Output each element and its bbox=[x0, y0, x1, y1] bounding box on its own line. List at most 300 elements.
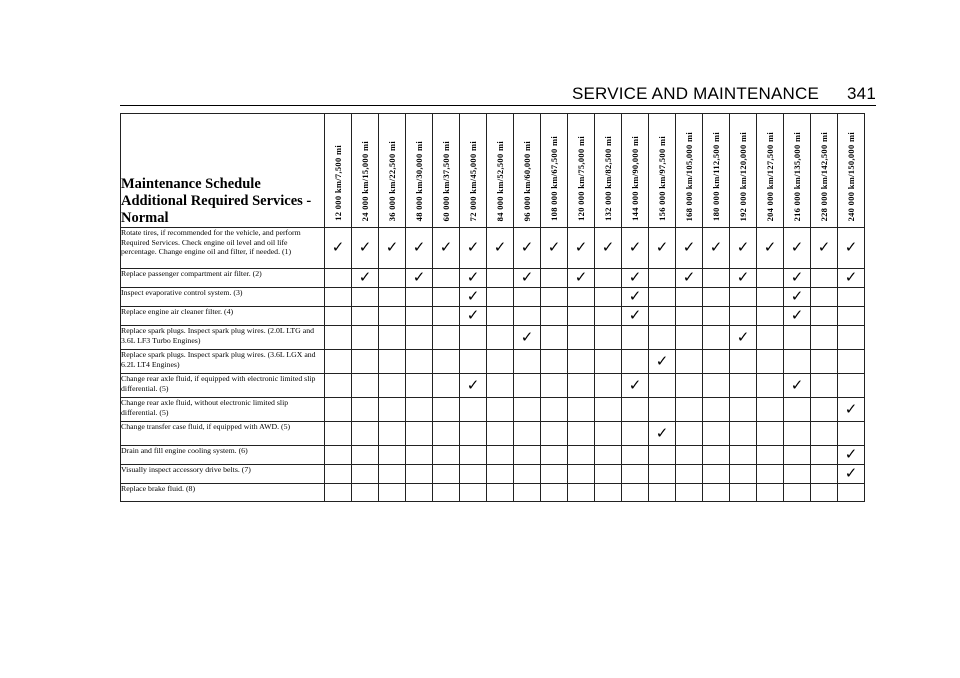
schedule-cell bbox=[649, 484, 676, 502]
schedule-cell bbox=[514, 446, 541, 465]
schedule-cell bbox=[622, 446, 649, 465]
schedule-cell bbox=[784, 288, 811, 307]
schedule-cell bbox=[325, 326, 352, 350]
checkmark-icon: ✓ bbox=[763, 238, 777, 256]
header-rule bbox=[120, 105, 876, 106]
schedule-cell bbox=[730, 398, 757, 422]
interval-header-label: 24 000 km/15,000 mi bbox=[360, 140, 370, 221]
interval-header-label: 60 000 km/37,500 mi bbox=[441, 140, 451, 221]
interval-header bbox=[730, 114, 757, 228]
service-label: Change rear axle fluid, without electronic limited slip differential. (5) bbox=[121, 398, 325, 422]
checkmark-icon: ✓ bbox=[574, 238, 588, 256]
schedule-cell bbox=[757, 484, 784, 502]
schedule-cell bbox=[433, 326, 460, 350]
schedule-cell bbox=[406, 398, 433, 422]
schedule-cell bbox=[595, 350, 622, 374]
table-row bbox=[121, 307, 865, 326]
interval-header-label: 96 000 km/60,000 mi bbox=[522, 140, 532, 221]
schedule-cell bbox=[784, 374, 811, 398]
checkmark-icon: ✓ bbox=[466, 268, 480, 286]
checkmark-icon: ✓ bbox=[709, 238, 723, 256]
schedule-cell bbox=[676, 307, 703, 326]
table-row bbox=[121, 374, 865, 398]
schedule-cell bbox=[568, 398, 595, 422]
schedule-cell bbox=[487, 228, 514, 269]
schedule-cell bbox=[784, 465, 811, 484]
schedule-cell bbox=[514, 374, 541, 398]
schedule-cell bbox=[352, 422, 379, 446]
interval-header-label: 156 000 km/97,500 mi bbox=[657, 136, 667, 221]
checkmark-icon: ✓ bbox=[790, 306, 804, 324]
table-title bbox=[121, 114, 325, 228]
schedule-cell bbox=[541, 288, 568, 307]
checkmark-icon: ✓ bbox=[520, 268, 534, 286]
interval-header-label: 132 000 km/82,500 mi bbox=[603, 136, 613, 221]
schedule-cell bbox=[676, 374, 703, 398]
schedule-cell bbox=[541, 307, 568, 326]
schedule-cell bbox=[622, 307, 649, 326]
schedule-cell bbox=[676, 446, 703, 465]
schedule-cell bbox=[649, 374, 676, 398]
interval-header-label: 168 000 km/105,000 mi bbox=[684, 131, 694, 221]
table-row bbox=[121, 484, 865, 502]
schedule-cell bbox=[406, 269, 433, 288]
schedule-cell bbox=[433, 269, 460, 288]
schedule-cell bbox=[487, 446, 514, 465]
service-label: Replace passenger compartment air filter. (2) bbox=[121, 269, 325, 288]
interval-header-label: 84 000 km/52,500 mi bbox=[495, 140, 505, 221]
checkmark-icon: ✓ bbox=[412, 238, 426, 256]
schedule-cell bbox=[757, 350, 784, 374]
page-header bbox=[120, 82, 876, 106]
schedule-cell bbox=[811, 350, 838, 374]
checkmark-icon: ✓ bbox=[682, 268, 696, 286]
schedule-cell bbox=[487, 374, 514, 398]
schedule-cell bbox=[568, 374, 595, 398]
section-title: SERVICE AND MAINTENANCE bbox=[571, 84, 820, 103]
schedule-cell bbox=[325, 269, 352, 288]
checkmark-icon: ✓ bbox=[844, 268, 858, 286]
schedule-cell bbox=[460, 484, 487, 502]
schedule-cell bbox=[379, 465, 406, 484]
schedule-cell bbox=[379, 288, 406, 307]
schedule-cell bbox=[433, 228, 460, 269]
schedule-cell bbox=[838, 326, 865, 350]
checkmark-icon: ✓ bbox=[628, 238, 642, 256]
schedule-cell bbox=[784, 350, 811, 374]
schedule-cell bbox=[487, 422, 514, 446]
schedule-cell bbox=[838, 307, 865, 326]
service-label: Change rear axle fluid, if equipped with electronic limited slip differential. (5) bbox=[121, 374, 325, 398]
schedule-cell bbox=[811, 288, 838, 307]
schedule-cell bbox=[460, 307, 487, 326]
schedule-cell bbox=[514, 288, 541, 307]
schedule-cell bbox=[811, 484, 838, 502]
schedule-cell bbox=[541, 465, 568, 484]
schedule-cell bbox=[595, 398, 622, 422]
table-row bbox=[121, 422, 865, 446]
schedule-cell bbox=[514, 398, 541, 422]
checkmark-icon: ✓ bbox=[385, 238, 399, 256]
schedule-cell bbox=[730, 465, 757, 484]
schedule-cell bbox=[568, 350, 595, 374]
schedule-cell bbox=[433, 398, 460, 422]
interval-header-label: 36 000 km/22,500 mi bbox=[387, 140, 397, 221]
schedule-cell bbox=[703, 422, 730, 446]
schedule-cell bbox=[487, 465, 514, 484]
schedule-cell bbox=[568, 228, 595, 269]
checkmark-icon: ✓ bbox=[844, 464, 858, 482]
schedule-cell bbox=[730, 484, 757, 502]
schedule-cell bbox=[541, 422, 568, 446]
table-body bbox=[121, 228, 865, 502]
interval-header-label: 240 000 km/150,000 mi bbox=[846, 131, 856, 221]
interval-header-label: 144 000 km/90,000 mi bbox=[630, 136, 640, 221]
schedule-cell bbox=[568, 288, 595, 307]
checkmark-icon: ✓ bbox=[736, 327, 750, 346]
schedule-cell bbox=[460, 269, 487, 288]
schedule-cell bbox=[622, 465, 649, 484]
schedule-cell bbox=[838, 398, 865, 422]
schedule-cell bbox=[649, 465, 676, 484]
interval-header-label: 120 000 km/75,000 mi bbox=[576, 136, 586, 221]
schedule-cell bbox=[325, 422, 352, 446]
checkmark-icon: ✓ bbox=[736, 238, 750, 256]
service-label: Change transfer case fluid, if equipped with AWD. (5) bbox=[121, 422, 325, 446]
interval-header bbox=[487, 114, 514, 228]
checkmark-icon: ✓ bbox=[790, 375, 804, 394]
checkmark-icon: ✓ bbox=[628, 375, 642, 394]
schedule-cell bbox=[595, 484, 622, 502]
table-title-line-2: Additional Required Services - bbox=[121, 193, 312, 209]
schedule-cell bbox=[811, 326, 838, 350]
checkmark-icon: ✓ bbox=[439, 238, 453, 256]
interval-header bbox=[568, 114, 595, 228]
schedule-cell bbox=[406, 484, 433, 502]
schedule-cell bbox=[568, 465, 595, 484]
schedule-cell bbox=[703, 326, 730, 350]
schedule-cell bbox=[568, 446, 595, 465]
schedule-cell bbox=[325, 350, 352, 374]
schedule-cell bbox=[811, 307, 838, 326]
schedule-cell bbox=[568, 326, 595, 350]
schedule-cell bbox=[730, 446, 757, 465]
schedule-cell bbox=[541, 374, 568, 398]
schedule-cell bbox=[838, 269, 865, 288]
schedule-cell bbox=[460, 398, 487, 422]
schedule-cell bbox=[433, 350, 460, 374]
checkmark-icon: ✓ bbox=[628, 287, 642, 305]
schedule-cell bbox=[595, 269, 622, 288]
schedule-cell bbox=[379, 374, 406, 398]
schedule-cell bbox=[649, 398, 676, 422]
schedule-cell bbox=[433, 374, 460, 398]
schedule-cell bbox=[379, 484, 406, 502]
checkmark-icon: ✓ bbox=[601, 238, 615, 256]
checkmark-icon: ✓ bbox=[790, 238, 804, 256]
schedule-cell bbox=[514, 465, 541, 484]
schedule-cell bbox=[352, 398, 379, 422]
interval-header-label: 12 000 km/7,500 mi bbox=[333, 145, 343, 221]
interval-header bbox=[757, 114, 784, 228]
schedule-cell bbox=[649, 288, 676, 307]
interval-header-label: 228 000 km/142,500 mi bbox=[819, 131, 829, 221]
schedule-cell bbox=[352, 484, 379, 502]
schedule-cell bbox=[784, 228, 811, 269]
schedule-cell bbox=[703, 484, 730, 502]
schedule-cell bbox=[838, 465, 865, 484]
schedule-cell bbox=[406, 288, 433, 307]
checkmark-icon: ✓ bbox=[358, 238, 372, 256]
schedule-cell bbox=[514, 484, 541, 502]
schedule-cell bbox=[460, 422, 487, 446]
schedule-cell bbox=[379, 307, 406, 326]
checkmark-icon: ✓ bbox=[655, 423, 669, 442]
schedule-cell bbox=[676, 422, 703, 446]
schedule-cell bbox=[406, 326, 433, 350]
schedule-cell bbox=[703, 269, 730, 288]
schedule-cell bbox=[433, 307, 460, 326]
schedule-cell bbox=[595, 228, 622, 269]
schedule-cell bbox=[325, 446, 352, 465]
schedule-cell bbox=[838, 228, 865, 269]
maintenance-schedule-table bbox=[120, 113, 865, 502]
schedule-cell bbox=[703, 398, 730, 422]
schedule-cell bbox=[352, 374, 379, 398]
schedule-cell bbox=[730, 269, 757, 288]
schedule-cell bbox=[622, 269, 649, 288]
checkmark-icon: ✓ bbox=[844, 399, 858, 418]
interval-header bbox=[352, 114, 379, 228]
table-title-line-1: Maintenance Schedule bbox=[121, 176, 261, 192]
interval-header-label: 48 000 km/30,000 mi bbox=[414, 140, 424, 221]
schedule-cell bbox=[325, 484, 352, 502]
schedule-cell bbox=[757, 398, 784, 422]
schedule-cell bbox=[487, 398, 514, 422]
schedule-cell bbox=[595, 307, 622, 326]
interval-header-label: 204 000 km/127,500 mi bbox=[765, 131, 775, 221]
schedule-cell bbox=[730, 374, 757, 398]
schedule-cell bbox=[406, 307, 433, 326]
schedule-cell bbox=[541, 350, 568, 374]
schedule-cell bbox=[622, 398, 649, 422]
interval-header bbox=[676, 114, 703, 228]
schedule-cell bbox=[352, 350, 379, 374]
schedule-cell bbox=[784, 422, 811, 446]
schedule-cell bbox=[784, 484, 811, 502]
schedule-cell bbox=[730, 422, 757, 446]
schedule-cell bbox=[757, 446, 784, 465]
schedule-cell bbox=[514, 350, 541, 374]
schedule-cell bbox=[757, 422, 784, 446]
schedule-cell bbox=[703, 374, 730, 398]
table-row bbox=[121, 288, 865, 307]
interval-header-label: 108 000 km/67,500 mi bbox=[549, 136, 559, 221]
schedule-cell bbox=[379, 422, 406, 446]
interval-header bbox=[460, 114, 487, 228]
service-label: Replace brake fluid. (8) bbox=[121, 484, 325, 502]
schedule-cell bbox=[703, 288, 730, 307]
schedule-cell bbox=[703, 350, 730, 374]
schedule-cell bbox=[730, 288, 757, 307]
schedule-cell bbox=[622, 350, 649, 374]
schedule-cell bbox=[730, 350, 757, 374]
schedule-cell bbox=[703, 465, 730, 484]
checkmark-icon: ✓ bbox=[412, 268, 426, 286]
schedule-cell bbox=[676, 465, 703, 484]
schedule-cell bbox=[460, 446, 487, 465]
schedule-cell bbox=[595, 288, 622, 307]
schedule-cell bbox=[595, 422, 622, 446]
schedule-cell bbox=[406, 374, 433, 398]
schedule-cell bbox=[676, 269, 703, 288]
service-label: Visually inspect accessory drive belts. (7) bbox=[121, 465, 325, 484]
schedule-cell bbox=[379, 228, 406, 269]
schedule-cell bbox=[757, 288, 784, 307]
schedule-cell bbox=[541, 326, 568, 350]
schedule-cell bbox=[514, 326, 541, 350]
interval-header bbox=[325, 114, 352, 228]
schedule-cell bbox=[433, 288, 460, 307]
schedule-cell bbox=[433, 484, 460, 502]
checkmark-icon: ✓ bbox=[655, 238, 669, 256]
schedule-cell bbox=[622, 288, 649, 307]
service-label: Replace spark plugs. Inspect spark plug wires. (3.6L LGX and 6.2L LT4 Engines) bbox=[121, 350, 325, 374]
schedule-cell bbox=[568, 307, 595, 326]
schedule-cell bbox=[325, 288, 352, 307]
schedule-cell bbox=[649, 307, 676, 326]
interval-header bbox=[784, 114, 811, 228]
schedule-cell bbox=[325, 228, 352, 269]
page-number: 341 bbox=[847, 84, 876, 103]
service-label: Drain and fill engine cooling system. (6) bbox=[121, 446, 325, 465]
schedule-cell bbox=[460, 350, 487, 374]
schedule-cell bbox=[784, 446, 811, 465]
checkmark-icon: ✓ bbox=[817, 238, 831, 256]
table-row bbox=[121, 326, 865, 350]
schedule-cell bbox=[487, 326, 514, 350]
schedule-cell bbox=[406, 350, 433, 374]
schedule-cell bbox=[595, 446, 622, 465]
schedule-cell bbox=[757, 228, 784, 269]
checkmark-icon: ✓ bbox=[331, 238, 345, 256]
schedule-cell bbox=[379, 398, 406, 422]
schedule-cell bbox=[811, 446, 838, 465]
schedule-cell bbox=[379, 446, 406, 465]
schedule-cell bbox=[460, 374, 487, 398]
schedule-cell bbox=[352, 465, 379, 484]
interval-header bbox=[514, 114, 541, 228]
schedule-cell bbox=[406, 228, 433, 269]
schedule-cell bbox=[352, 288, 379, 307]
schedule-cell bbox=[730, 307, 757, 326]
schedule-cell bbox=[757, 465, 784, 484]
interval-header bbox=[541, 114, 568, 228]
interval-header-label: 72 000 km/45,000 mi bbox=[468, 140, 478, 221]
schedule-cell bbox=[676, 326, 703, 350]
interval-header bbox=[811, 114, 838, 228]
checkmark-icon: ✓ bbox=[790, 268, 804, 286]
checkmark-icon: ✓ bbox=[628, 268, 642, 286]
checkmark-icon: ✓ bbox=[466, 238, 480, 256]
checkmark-icon: ✓ bbox=[844, 238, 858, 256]
schedule-cell bbox=[460, 326, 487, 350]
schedule-cell bbox=[406, 465, 433, 484]
schedule-cell bbox=[379, 326, 406, 350]
checkmark-icon: ✓ bbox=[736, 268, 750, 286]
checkmark-icon: ✓ bbox=[466, 306, 480, 324]
table-row bbox=[121, 228, 865, 269]
schedule-cell bbox=[325, 307, 352, 326]
schedule-cell bbox=[649, 446, 676, 465]
schedule-cell bbox=[541, 228, 568, 269]
schedule-cell bbox=[649, 228, 676, 269]
schedule-cell bbox=[649, 350, 676, 374]
schedule-cell bbox=[811, 374, 838, 398]
service-label: Inspect evaporative control system. (3) bbox=[121, 288, 325, 307]
table-row bbox=[121, 350, 865, 374]
schedule-cell bbox=[784, 269, 811, 288]
schedule-cell bbox=[352, 446, 379, 465]
schedule-cell bbox=[541, 484, 568, 502]
schedule-cell bbox=[703, 307, 730, 326]
table-header-row bbox=[121, 114, 865, 228]
schedule-cell bbox=[757, 326, 784, 350]
interval-header bbox=[595, 114, 622, 228]
schedule-cell bbox=[487, 484, 514, 502]
schedule-cell bbox=[433, 465, 460, 484]
schedule-cell bbox=[622, 228, 649, 269]
schedule-cell bbox=[595, 326, 622, 350]
schedule-cell bbox=[325, 398, 352, 422]
schedule-cell bbox=[514, 307, 541, 326]
interval-header-label: 180 000 km/112,500 mi bbox=[711, 132, 721, 221]
schedule-cell bbox=[568, 484, 595, 502]
schedule-cell bbox=[433, 446, 460, 465]
interval-header-label: 216 000 km/135,000 mi bbox=[792, 131, 802, 221]
checkmark-icon: ✓ bbox=[466, 375, 480, 394]
schedule-cell bbox=[676, 350, 703, 374]
schedule-cell bbox=[541, 398, 568, 422]
schedule-cell bbox=[757, 374, 784, 398]
schedule-cell bbox=[514, 269, 541, 288]
schedule-cell bbox=[649, 269, 676, 288]
schedule-cell bbox=[541, 446, 568, 465]
schedule-cell bbox=[487, 307, 514, 326]
schedule-cell bbox=[352, 228, 379, 269]
schedule-cell bbox=[352, 326, 379, 350]
schedule-cell bbox=[676, 398, 703, 422]
schedule-cell bbox=[325, 374, 352, 398]
schedule-cell bbox=[676, 228, 703, 269]
schedule-cell bbox=[703, 446, 730, 465]
interval-header bbox=[433, 114, 460, 228]
schedule-cell bbox=[784, 398, 811, 422]
schedule-cell bbox=[649, 326, 676, 350]
schedule-cell bbox=[514, 422, 541, 446]
checkmark-icon: ✓ bbox=[844, 445, 858, 463]
schedule-cell bbox=[622, 374, 649, 398]
checkmark-icon: ✓ bbox=[493, 238, 507, 256]
schedule-cell bbox=[595, 465, 622, 484]
schedule-cell bbox=[352, 307, 379, 326]
service-label: Replace spark plugs. Inspect spark plug wires. (2.0L LTG and 3.6L LF3 Turbo Engines) bbox=[121, 326, 325, 350]
schedule-cell bbox=[838, 374, 865, 398]
interval-header bbox=[379, 114, 406, 228]
schedule-cell bbox=[406, 422, 433, 446]
schedule-cell bbox=[703, 228, 730, 269]
schedule-cell bbox=[811, 465, 838, 484]
